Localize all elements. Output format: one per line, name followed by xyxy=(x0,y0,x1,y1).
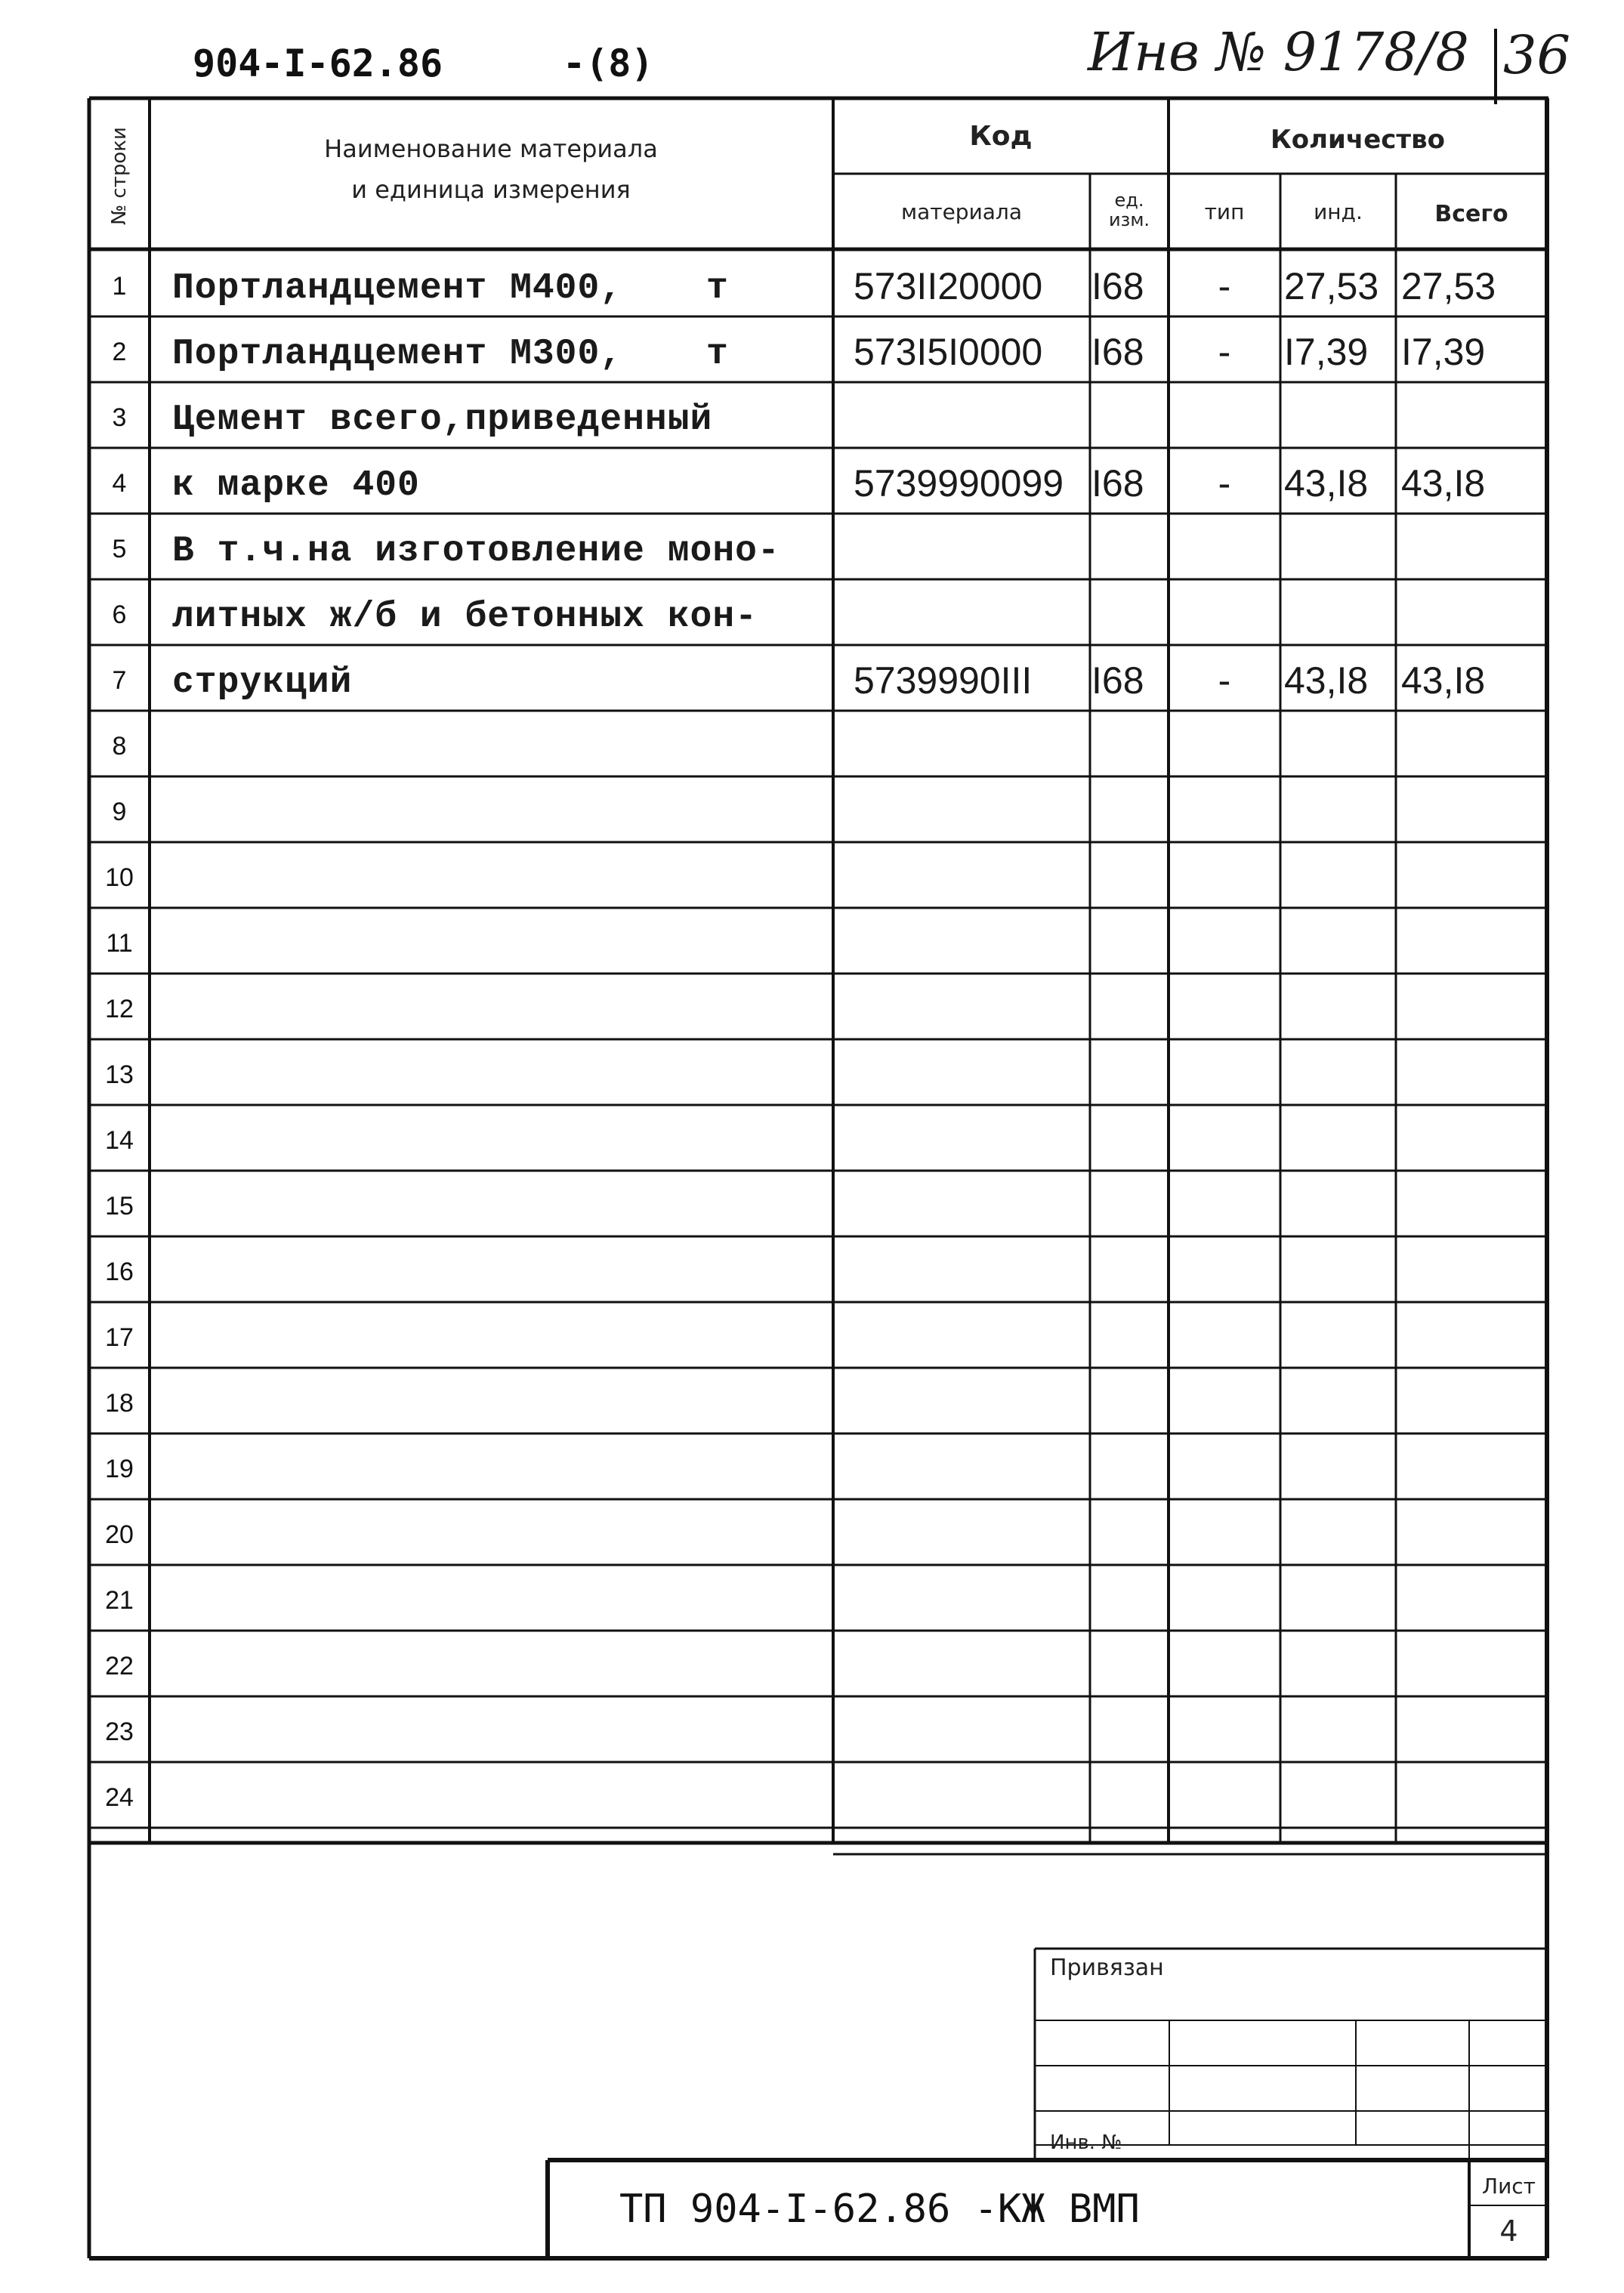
row-qty-ind: 27,53 xyxy=(1284,265,1379,307)
row-unit-code: I68 xyxy=(1091,462,1144,505)
row-number: 1 xyxy=(112,272,127,301)
row-qty-ind: 43,I8 xyxy=(1284,659,1369,702)
row-number: 11 xyxy=(106,929,133,958)
col-qty-type: тип xyxy=(1204,199,1245,224)
row-unit-code: I68 xyxy=(1091,265,1144,307)
row-material-code: 573I5I0000 xyxy=(854,331,1043,373)
row-unit: т xyxy=(706,268,729,309)
col-code-unit-line1: ед. xyxy=(1114,190,1144,211)
inventory-number: Инв № 9178/8 xyxy=(1088,21,1469,83)
row-qty-ind: I7,39 xyxy=(1284,331,1369,373)
row-material-code: 573II20000 xyxy=(854,265,1043,307)
row-qty-type: - xyxy=(1218,331,1231,373)
row-number: 10 xyxy=(105,863,134,892)
row-unit-code: I68 xyxy=(1091,659,1144,702)
col-name-line1: Наименование материала xyxy=(324,134,658,163)
stamp-sheet-label: Лист xyxy=(1482,2174,1536,2199)
col-code-unit-line2: изм. xyxy=(1108,209,1150,230)
row-qty-type: - xyxy=(1218,659,1231,702)
col-row-header xyxy=(92,106,147,245)
col-qty-header: Количество xyxy=(1270,125,1445,155)
row-qty-total: I7,39 xyxy=(1401,331,1486,373)
row-qty-ind: 43,I8 xyxy=(1284,462,1369,505)
col-code-unit xyxy=(1091,190,1167,230)
row-qty-total: 43,I8 xyxy=(1401,659,1486,702)
row-material-code: 5739990III xyxy=(854,659,1033,702)
row-number: 7 xyxy=(112,666,127,695)
row-unit: т xyxy=(706,334,729,375)
row-material-code: 5739990099 xyxy=(854,462,1064,505)
row-number: 4 xyxy=(112,469,127,498)
row-number: 18 xyxy=(105,1389,134,1418)
row-material-name: Портландцемент М300, xyxy=(172,334,623,375)
row-number: 3 xyxy=(112,403,127,432)
row-material-name: Портландцемент М400, xyxy=(172,268,623,309)
page-number: 36 xyxy=(1503,24,1571,86)
stamp-sheet-num: 4 xyxy=(1499,2214,1518,2248)
row-number: 19 xyxy=(105,1455,134,1483)
row-number: 20 xyxy=(105,1520,134,1549)
doc-code: 904-I-62.86 xyxy=(193,42,443,85)
col-row-label: № строки xyxy=(108,126,131,225)
row-number: 15 xyxy=(105,1192,134,1221)
row-qty-total: 27,53 xyxy=(1401,265,1496,307)
row-number: 17 xyxy=(105,1323,134,1352)
row-number: 24 xyxy=(105,1783,134,1812)
row-material-name: В т.ч.на изготовление моно- xyxy=(172,531,780,572)
row-number: 22 xyxy=(105,1652,134,1680)
col-name-line2: и единица измерения xyxy=(351,175,631,204)
row-number: 23 xyxy=(105,1717,134,1746)
row-material-name: Цемент всего,приведенный xyxy=(172,400,713,440)
row-unit-code: I68 xyxy=(1091,331,1144,373)
row-number: 9 xyxy=(112,798,127,826)
row-number: 13 xyxy=(105,1060,134,1089)
row-qty-total: 43,I8 xyxy=(1401,462,1486,505)
row-number: 5 xyxy=(112,535,127,563)
col-code-material: материала xyxy=(900,199,1022,224)
row-qty-type: - xyxy=(1218,462,1231,505)
stamp-title: ТП 904-I-62.86 -КЖ ВМП xyxy=(619,2187,1140,2232)
col-code-header: Код xyxy=(969,121,1033,152)
row-material-name: струкций xyxy=(172,662,353,703)
row-qty-type: - xyxy=(1218,265,1231,307)
row-material-name: к марке 400 xyxy=(172,465,420,506)
row-number: 12 xyxy=(105,995,134,1023)
row-number: 21 xyxy=(105,1586,134,1615)
row-number: 2 xyxy=(112,338,127,366)
row-material-name: литных ж/б и бетонных кон- xyxy=(172,597,758,637)
col-qty-total: Всего xyxy=(1434,201,1508,227)
stamp-privyazan: Привязан xyxy=(1050,1955,1164,1981)
stamp-inv-no: Инв. № xyxy=(1050,2131,1122,2154)
row-number: 6 xyxy=(112,600,127,629)
sheet-marker: -(8) xyxy=(563,42,654,85)
row-number: 16 xyxy=(105,1258,134,1286)
col-qty-ind: инд. xyxy=(1314,199,1363,224)
row-number: 8 xyxy=(112,732,127,761)
row-number: 14 xyxy=(105,1126,134,1155)
